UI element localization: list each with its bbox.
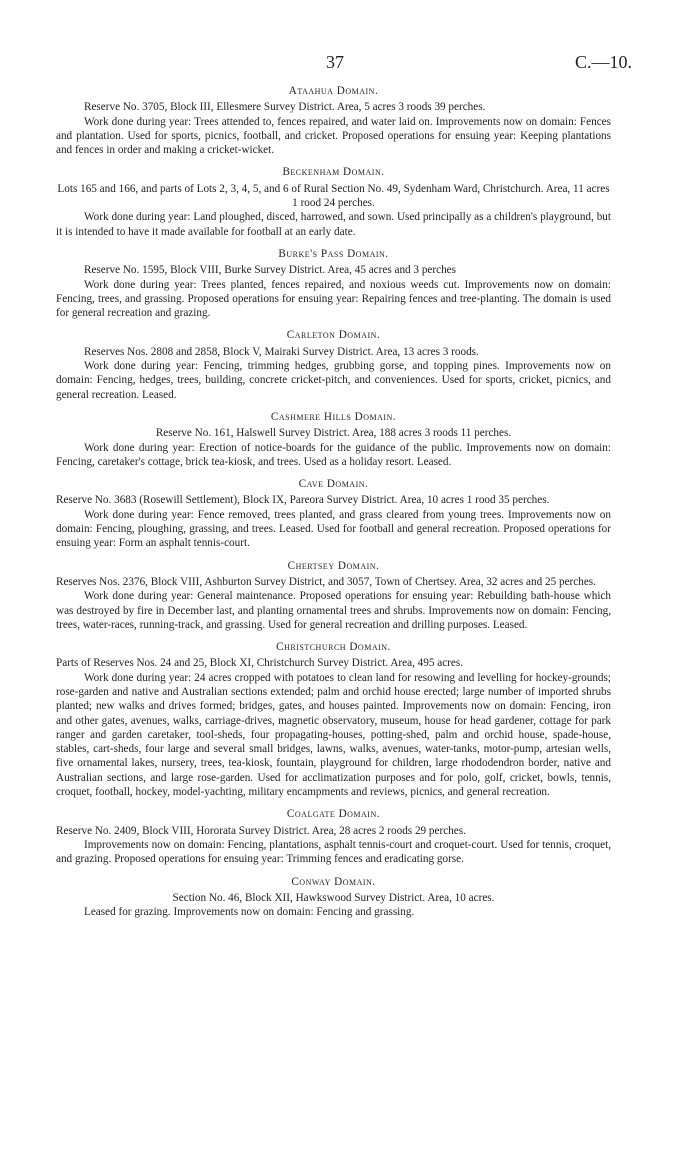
section-carleton-domain bbox=[56, 328, 611, 401]
section-heading: Conway Domain. bbox=[291, 875, 376, 888]
reserve-description: Parts of Reserves Nos. 24 and 25, Block XI, Christchurch Survey District. Area, 495 acres. bbox=[56, 657, 464, 670]
section-coalgate-domain bbox=[56, 807, 611, 866]
page-body bbox=[56, 84, 611, 927]
reserve-description: Reserve No. 3705, Block III, Ellesmere Survey District. Area, 5 acres 3 roods 39 perches. bbox=[84, 101, 486, 114]
reserve-description: Reserve No. 1595, Block VIII, Burke Survey District. Area, 45 acres and 3 perches bbox=[84, 264, 456, 277]
reserve-description: Reserve No. 3683 (Rosewill Settlement), Block IX, Pareora Survey District. Area, 10 acres 1 rood 35 perches. bbox=[56, 494, 550, 507]
reserve-description: Reserves Nos. 2376, Block VIII, Ashburton Survey District, and 3057, Town of Chertsey. Area, 32 acres and 25 perches. bbox=[56, 575, 596, 588]
section-ataahua-domain bbox=[56, 84, 611, 157]
reserve-description: Lots 165 and 166, and parts of Lots 2, 3, 4, 5, and 6 of Rural Section No. 49, Sydenham Ward, Christchurch. Area, 11 acres 1 rood 24 perches. bbox=[57, 182, 610, 210]
section-cave-domain bbox=[56, 477, 611, 550]
section-heading: Beckenham Domain. bbox=[282, 166, 385, 179]
section-heading: Cashmere Hills Domain. bbox=[270, 410, 397, 423]
page-number: 37 bbox=[326, 52, 344, 72]
section-chertsey-domain bbox=[56, 559, 611, 632]
work-description: Improvements now on domain: Fencing, plantations, asphalt tennis-court and croquet-court. Used for tennis, croquet, and grazing. Proposed operations for ensuing year: Trimming fences and eradicating gorse. bbox=[56, 838, 611, 866]
section-conway-domain bbox=[56, 875, 611, 920]
section-heading: Ataahua Domain. bbox=[288, 85, 379, 97]
reserve-description: Reserves Nos. 2808 and 2858, Block V, Mairaki Survey District. Area, 13 acres 3 roods. bbox=[84, 345, 479, 358]
work-description: Work done during year: General maintenance. Proposed operations for ensuing year: Rebuilding bath-house which was destroyed by fire in December last, and planting ornamental trees and shrubs. Improvements now on domain: Fencing, trees, water-races, running-track, and grassing. Used for general recreation and drilling purposes. Leased. bbox=[56, 590, 611, 631]
section-heading: Chertsey Domain. bbox=[287, 559, 380, 572]
work-description: Work done during year: Erection of notice-boards for the guidance of the public. Improvements now on domain: Fencing, caretaker's cottage, brick tea-kiosk, and trees. Used as a holiday resort. Leased. bbox=[56, 441, 611, 468]
work-description: Work done during year: Fence removed, trees planted, and grass cleared from young trees. Improvements now on domain: Fencing, ploughing, grassing, and trees. Leased. Used for football and general recreation. Proposed operations for ensuing year: Form an asphalt tennis-court. bbox=[56, 508, 611, 550]
reserve-description: Reserve No. 161, Halswell Survey District. Area, 188 acres 3 roods 11 perches. bbox=[155, 427, 512, 440]
work-description: Work done during year: Trees attended to, fences repaired, and water laid on. Improvements now on domain: Fences and plantation. Used for sports, picnics, football, and cricket. Proposed operations for ensuing year: Keeping plantations and fences in order and making a cricket-wicket. bbox=[56, 115, 611, 157]
work-description: Leased for grazing. Improvements now on domain: Fencing and grassing. bbox=[84, 906, 415, 919]
section-heading: Burke's Pass Domain. bbox=[278, 247, 389, 260]
reserve-description: Reserve No. 2409, Block VIII, Hororata Survey District. Area, 28 acres 2 roods 29 perches. bbox=[56, 824, 466, 837]
section-cashmere-hills-domain bbox=[56, 410, 611, 469]
section-heading: Christchurch Domain. bbox=[276, 641, 391, 654]
work-description: Work done during year: 24 acres cropped with potatoes to clean land for resowing and levelling for hockey-grounds; rose-garden and native and Australian sections extended; palm and orchid house erected; large number of imported shrubs planted; new walks and drives formed; bridges, gates, and houses painted. Improvements now on domain: Fencing, iron and other gates, avenues, walks, carriage-drives, magnetic observatory, museum, house for head gardener, cottage for park ranger and garden caretaker, tool-sheds, four propagating-houses, potting-shed, palm and orchid house, spade-house, stables, cart-sheds, four large and several small bridges, lawns, walks, avenues, water-tanks, motor-pump, artesian wells, five ornamental lakes, nursery, trees, tea-kiosk, fountain, playground for children, large rhododendron border, native and Australian sections, and large rose-garden. Used for acclimatization purposes and for polo, golf, cricket, bowls, tennis, croquet, football, hockey, model-yachting, military encampments and reviews, picnics, and general recreation. bbox=[56, 671, 611, 799]
work-description: Work done during year: Trees planted, fences repaired, and noxious weeds cut. Improvements now on domain: Fencing, trees, and grassing. Proposed operations for ensuing year: Repairing fences and tree-planting. The domain is used for general recreation and grazing. bbox=[56, 278, 611, 320]
reserve-description: Section No. 46, Block XII, Hawkswood Survey District. Area, 10 acres. bbox=[172, 891, 495, 904]
section-burkes-pass-domain bbox=[56, 247, 611, 320]
section-beckenham-domain bbox=[56, 165, 611, 238]
document-reference: C.—10. bbox=[575, 52, 633, 72]
section-heading: Cave Domain. bbox=[298, 478, 369, 491]
section-heading: Carleton Domain. bbox=[286, 329, 381, 342]
work-description: Work done during year: Fencing, trimming hedges, grubbing gorse, and topping pines. Improvements now on domain: Fencing, hedges, trees, building, concrete cricket-pitch, and conveniences. Used for sports, cricket, picnics, and general recreation. Leased. bbox=[56, 360, 611, 401]
section-christchurch-domain bbox=[56, 640, 611, 799]
section-heading: Coalgate Domain. bbox=[286, 808, 381, 821]
work-description: Work done during year: Land ploughed, disced, harrowed, and sown. Used principally as a children's playground, but it is intended to have it made available for football at an early date. bbox=[56, 211, 611, 238]
